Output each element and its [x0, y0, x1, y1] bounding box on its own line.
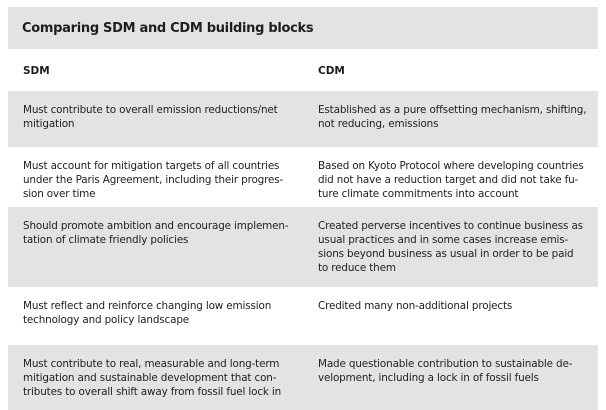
sdm-cell: Should promote ambition and encourage implemen- tation of climate friendly policies — [23, 220, 289, 246]
column-header-sdm: SDM — [23, 65, 50, 77]
sdm-cell: Must contribute to overall emission reductions/net mitigation — [23, 104, 278, 130]
cdm-cell: Created perverse incentives to continue business as usual practices and in some cases increase emis- sions beyond business as usual in order to be paid to reduce them — [318, 220, 583, 274]
cdm-cell: Established as a pure offsetting mechanism, shifting, not reducing, emissions — [318, 104, 587, 130]
sdm-cell: Must reflect and reinforce changing low emission technology and policy landscape — [23, 300, 272, 326]
table-title-bar — [8, 7, 598, 49]
table-row — [8, 345, 598, 410]
sdm-cell: Must contribute to real, measurable and long-term mitigation and sustainable development that con- tributes to overall shift away from fossil fuel lock in — [23, 358, 282, 398]
table-row — [8, 147, 598, 207]
table-title: Comparing SDM and CDM building blocks — [22, 21, 314, 36]
column-header-cdm: CDM — [318, 65, 345, 77]
comparison-table — [8, 7, 598, 410]
table-row — [8, 91, 598, 147]
table-row — [8, 207, 598, 287]
table-header-row — [8, 49, 598, 91]
cdm-cell: Made questionable contribution to sustainable de- velopment, including a lock in of fossil fuels — [318, 358, 573, 384]
sdm-cell: Must account for mitigation targets of all countries under the Paris Agreement, including their progres- sion over time — [23, 160, 284, 200]
cdm-cell: Based on Kyoto Protocol where developing countries did not have a reduction target and did not take fu- ture climate commitments into account — [318, 160, 584, 200]
cdm-cell: Credited many non-additional projects — [318, 300, 513, 312]
table-row — [8, 287, 598, 345]
